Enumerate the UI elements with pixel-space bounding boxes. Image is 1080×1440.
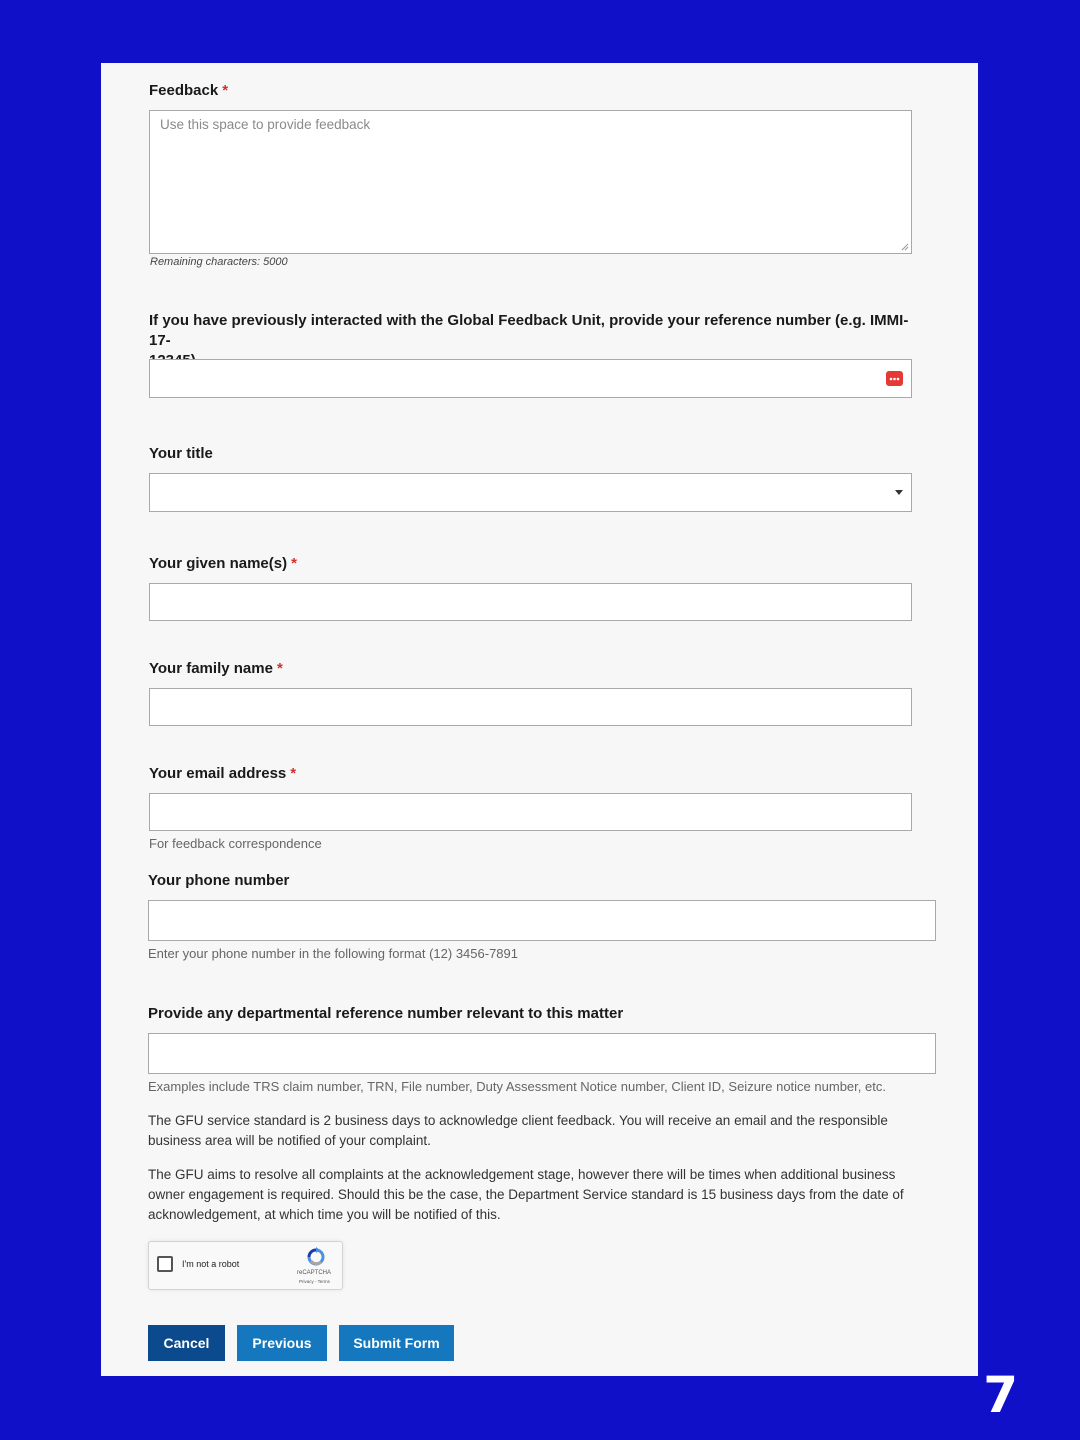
required-mark: * [291, 555, 297, 572]
recaptcha-label: I'm not a robot [182, 1259, 240, 1269]
family-name-input[interactable] [149, 688, 912, 726]
recaptcha-brand: reCAPTCHA [297, 1270, 332, 1276]
chevron-down-icon [895, 490, 903, 496]
feedback-label: Feedback * [149, 82, 229, 99]
submit-form-button[interactable]: Submit Form [339, 1325, 454, 1361]
recaptcha-checkbox[interactable] [157, 1256, 173, 1272]
dept-ref-input[interactable] [148, 1033, 936, 1074]
recaptcha-icon [305, 1247, 327, 1267]
phone-input[interactable] [148, 900, 936, 941]
password-manager-icon[interactable] [886, 371, 903, 386]
given-name-input[interactable] [149, 583, 912, 621]
resize-handle-icon[interactable] [901, 243, 909, 251]
given-name-label: Your given name(s) * [149, 555, 297, 572]
feedback-textarea[interactable] [149, 110, 912, 254]
reference-input[interactable] [149, 359, 912, 398]
service-standard-paragraph-1: The GFU service standard is 2 business days to acknowledge client feedback. You will receive an email and the responsible business area will be notified of your complaint. [148, 1113, 888, 1148]
feedback-placeholder: Use this space to provide feedback [160, 117, 371, 132]
title-select[interactable] [149, 473, 912, 512]
dept-ref-label: Provide any departmental reference number relevant to this matter [148, 1005, 624, 1022]
email-label: Your email address * [149, 765, 297, 782]
service-standard-paragraph-2: The GFU aims to resolve all complaints at the acknowledgement stage, however there will be times when additional business owner engagement is required. Should this be the case, the Department Service standard is 15 business days from the date of acknowledgement, at which time you will be notified of this. [148, 1167, 904, 1222]
recaptcha-links[interactable]: Privacy - Terms [299, 1279, 330, 1284]
previous-button[interactable]: Previous [237, 1325, 327, 1361]
required-mark: * [222, 82, 229, 99]
title-label: Your title [149, 445, 213, 462]
required-mark: * [276, 660, 283, 677]
phone-label: Your phone number [148, 872, 290, 889]
recaptcha-widget [148, 1241, 343, 1290]
email-field[interactable] [149, 793, 912, 831]
remaining-characters: Remaining characters: 5000 [150, 256, 288, 268]
dept-ref-hint: Examples include TRS claim number, TRN, File number, Duty Assessment Notice number, Client ID, Seizure notice number, etc. [148, 1079, 886, 1094]
email-hint: For feedback correspondence [149, 836, 322, 851]
page-number: 7 [983, 1366, 1018, 1424]
form-panel [101, 63, 978, 1376]
phone-hint: Enter your phone number in the following format (12) 3456-7891 [148, 946, 518, 961]
family-name-label: Your family name * [149, 660, 283, 677]
cancel-button[interactable]: Cancel [148, 1325, 225, 1361]
required-mark: * [290, 765, 297, 782]
reference-label: If you have previously interacted with the Global Feedback Unit, provide your reference number (e.g. IMMI-17- [149, 312, 909, 349]
